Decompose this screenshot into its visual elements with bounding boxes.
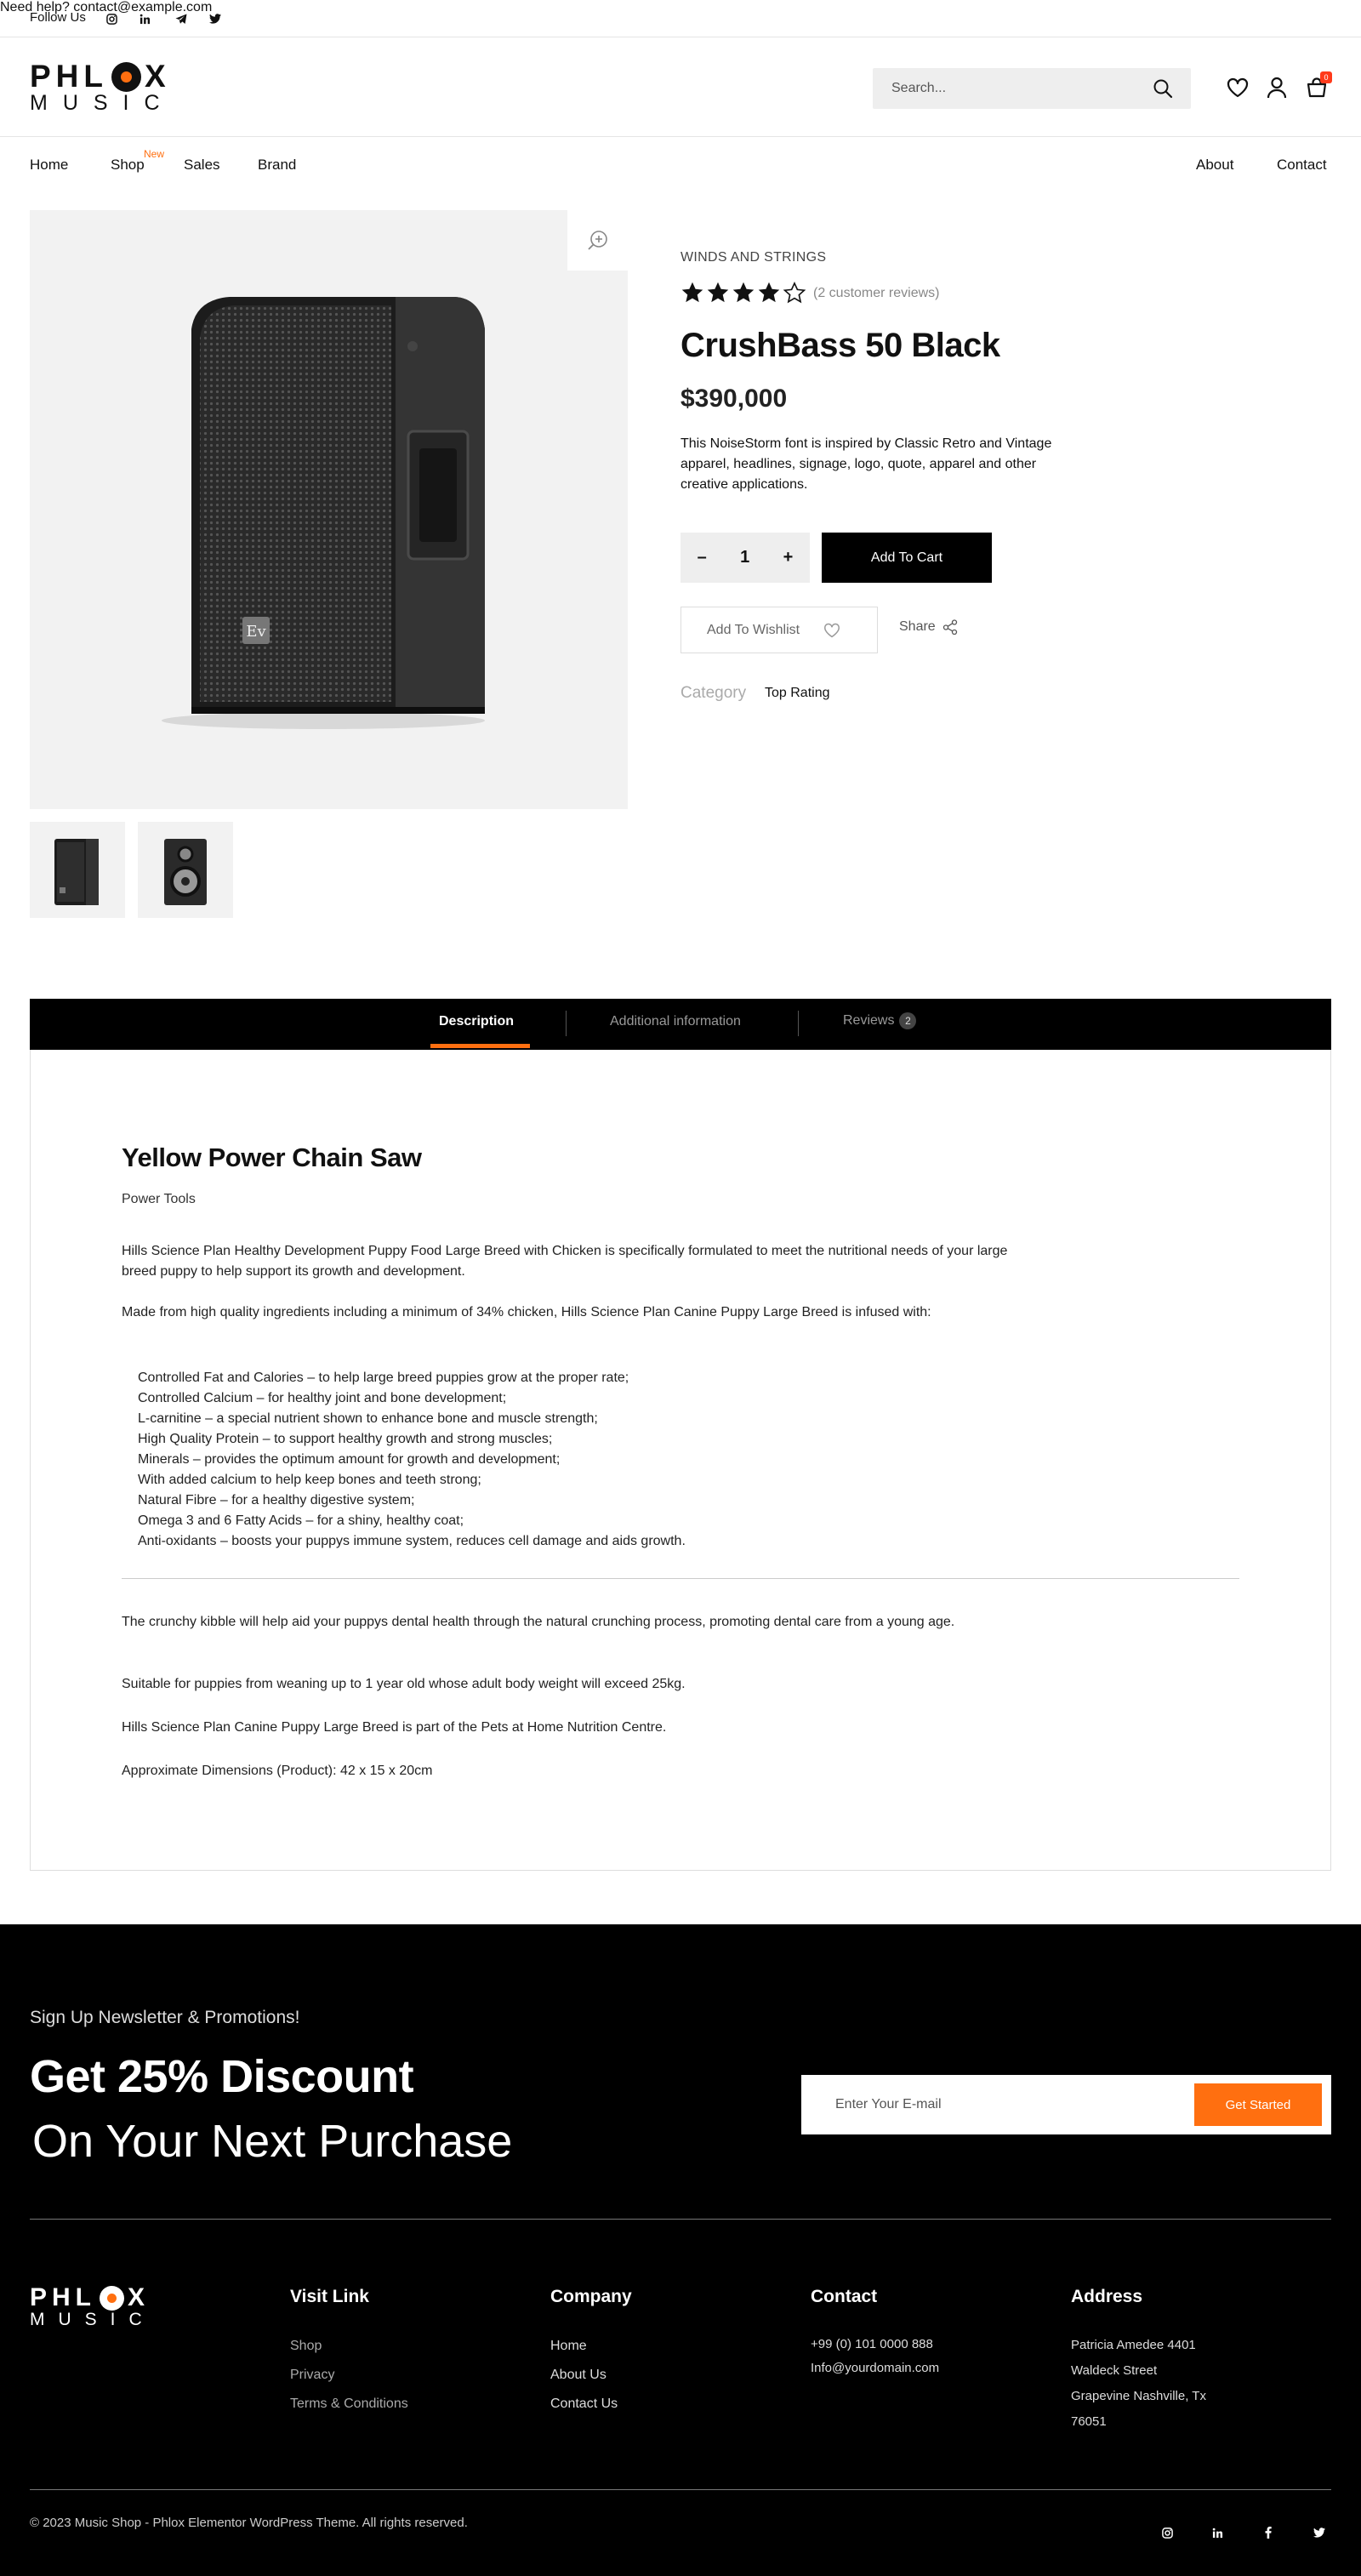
new-badge: New bbox=[144, 148, 165, 160]
nav-contact[interactable]: Contact bbox=[1277, 157, 1327, 173]
facebook-icon[interactable] bbox=[1261, 2525, 1276, 2540]
footer-company-heading: Company bbox=[550, 2287, 632, 2306]
list-item: Anti-oxidants – boosts your puppys immune system, reduces cell damage and aids growth. bbox=[138, 1534, 686, 1548]
footer-bottom-divider bbox=[30, 2489, 1331, 2490]
product-title: CrushBass 50 Black bbox=[680, 327, 1000, 364]
tab-divider bbox=[798, 1011, 799, 1036]
list-item: Natural Fibre – for a healthy digestive system; bbox=[138, 1493, 415, 1507]
footer-divider bbox=[30, 2219, 1331, 2220]
description-paragraph: Approximate Dimensions (Product): 42 x 15 x 20cm bbox=[122, 1764, 433, 1778]
list-item: Controlled Fat and Calories – to help large breed puppies grow at the proper rate; bbox=[138, 1371, 629, 1385]
description-title: Yellow Power Chain Saw bbox=[122, 1143, 422, 1172]
site-logo[interactable] bbox=[30, 61, 175, 114]
description-subtitle: Power Tools bbox=[122, 1192, 196, 1206]
qty-minus-button[interactable]: – bbox=[697, 548, 707, 567]
category-link[interactable]: Top Rating bbox=[765, 686, 830, 700]
footer-link-privacy[interactable]: Privacy bbox=[290, 2368, 335, 2382]
logo-text-bottom: MUSIC bbox=[30, 2310, 156, 2329]
tab-reviews-label: Reviews bbox=[843, 1013, 895, 1028]
description-paragraph: Made from high quality ingredients including a minimum of 34% chicken, Hills Science Plan Canine Puppy Large Breed is infused with: bbox=[122, 1305, 931, 1319]
footer-email[interactable]: Info@yourdomain.com bbox=[811, 2361, 940, 2375]
share-icon bbox=[942, 619, 958, 635]
cart-count-badge: 0 bbox=[1320, 71, 1332, 83]
discount-heading: Get 25% Discount bbox=[30, 2051, 414, 2102]
qty-plus-button[interactable]: + bbox=[783, 548, 794, 567]
product-main-image[interactable] bbox=[30, 210, 628, 809]
footer-phone[interactable]: +99 (0) 101 0000 888 bbox=[811, 2337, 933, 2351]
heart-outline-icon bbox=[823, 623, 840, 638]
star-empty-icon bbox=[783, 281, 806, 305]
logo-o-mark bbox=[100, 2286, 124, 2311]
star-filled-icon bbox=[732, 281, 755, 305]
nav-brand[interactable]: Brand bbox=[258, 157, 297, 173]
list-item: With added calcium to help keep bones and teeth strong; bbox=[138, 1473, 481, 1487]
get-started-button[interactable]: Get Started bbox=[1194, 2083, 1322, 2126]
description-divider bbox=[122, 1578, 1239, 1579]
address-line: Waldeck Street bbox=[1071, 2363, 1158, 2378]
qty-value[interactable]: 1 bbox=[740, 548, 750, 567]
address-line: 76051 bbox=[1071, 2414, 1107, 2429]
tab-description[interactable]: Description bbox=[439, 1014, 515, 1029]
reviews-count-badge: 2 bbox=[899, 1012, 916, 1029]
list-item: Omega 3 and 6 Fatty Acids – for a shiny, healthy coat; bbox=[138, 1513, 464, 1528]
footer-address-heading: Address bbox=[1071, 2287, 1143, 2306]
customer-reviews-link[interactable]: (2 customer reviews) bbox=[813, 286, 940, 300]
nav-sales[interactable]: Sales bbox=[184, 157, 220, 173]
heart-icon[interactable] bbox=[1225, 75, 1250, 100]
star-filled-icon bbox=[757, 281, 781, 305]
category-label: Category bbox=[680, 684, 747, 702]
footer-contact-heading: Contact bbox=[811, 2287, 878, 2306]
header-divider bbox=[0, 136, 1361, 137]
product-brand[interactable]: WINDS AND STRINGS bbox=[680, 250, 827, 265]
list-item: L-carnitine – a special nutrient shown to enhance bone and muscle strength; bbox=[138, 1411, 598, 1426]
copyright-text: © 2023 Music Shop - Phlox Elementor WordPress Theme. All rights reserved. bbox=[30, 2516, 468, 2530]
newsletter-label: Sign Up Newsletter & Promotions! bbox=[30, 2008, 300, 2027]
newsletter-email-input[interactable] bbox=[801, 2075, 1142, 2134]
linkedin-icon[interactable] bbox=[1210, 2525, 1225, 2540]
star-filled-icon bbox=[680, 281, 704, 305]
share-label: Share bbox=[899, 619, 936, 634]
feature-list bbox=[138, 1368, 686, 1552]
tab-reviews[interactable] bbox=[843, 1012, 916, 1029]
description-paragraph: Hills Science Plan Canine Puppy Large Breed is part of the Pets at Home Nutrition Centre. bbox=[122, 1720, 667, 1735]
logo-text-top-end: X bbox=[145, 59, 171, 94]
logo-o-mark bbox=[111, 62, 141, 92]
search-bar bbox=[873, 68, 1191, 109]
footer-link-about-us[interactable]: About Us bbox=[550, 2368, 606, 2382]
logo-text-bottom: MUSIC bbox=[30, 91, 175, 115]
footer-link-terms[interactable]: Terms & Conditions bbox=[290, 2396, 408, 2411]
footer-link-shop[interactable]: Shop bbox=[290, 2339, 322, 2353]
product-price: $390,000 bbox=[680, 385, 788, 413]
footer-link-home[interactable]: Home bbox=[550, 2339, 587, 2353]
zoom-button[interactable] bbox=[567, 210, 628, 271]
description-paragraph: Hills Science Plan Healthy Development Puppy Food Large Breed with Chicken is specifically formulated to meet the nutritional needs of your large breed puppy to help support its growth and development. bbox=[122, 1244, 1008, 1279]
product-short-description: This NoiseStorm font is inspired by Classic Retro and Vintage apparel, headlines, signage, logo, quote, apparel and other creative applications. bbox=[680, 436, 1052, 492]
list-item: Controlled Calcium – for healthy joint and bone development; bbox=[138, 1391, 507, 1405]
star-filled-icon bbox=[706, 281, 730, 305]
wishlist-label: Add To Wishlist bbox=[707, 622, 800, 637]
add-to-cart-button[interactable]: Add To Cart bbox=[822, 533, 992, 583]
nav-about[interactable]: About bbox=[1196, 157, 1234, 173]
speaker-image bbox=[30, 210, 628, 809]
zoom-in-icon bbox=[586, 229, 610, 253]
footer-visit-heading: Visit Link bbox=[290, 2287, 369, 2306]
twitter-icon[interactable] bbox=[1312, 2525, 1327, 2540]
tab-additional-information[interactable]: Additional information bbox=[610, 1014, 741, 1029]
footer-link-contact-us[interactable]: Contact Us bbox=[550, 2396, 618, 2411]
add-to-wishlist-button[interactable] bbox=[680, 607, 878, 653]
rating-stars bbox=[680, 281, 806, 305]
tab-divider bbox=[566, 1011, 567, 1036]
description-paragraph: The crunchy kibble will help aid your puppys dental health through the natural crunching process, promoting dental care from a young age. bbox=[122, 1615, 955, 1629]
address-line: Patricia Amedee 4401 bbox=[1071, 2338, 1196, 2352]
nav-shop[interactable]: Shop bbox=[111, 157, 145, 173]
list-item: Minerals – provides the optimum amount for growth and development; bbox=[138, 1452, 561, 1467]
thumbnail-2[interactable] bbox=[138, 822, 233, 918]
discount-subheading: On Your Next Purchase bbox=[32, 2116, 513, 2167]
follow-us-label: Follow Us bbox=[30, 10, 86, 25]
svg-text:Ev: Ev bbox=[246, 623, 266, 641]
logo-text-top: PHL bbox=[30, 2283, 96, 2311]
description-paragraph: Suitable for puppies from weaning up to 1 year old whose adult body weight will exceed 25kg. bbox=[122, 1677, 686, 1691]
thumbnail-1[interactable] bbox=[30, 822, 125, 918]
share-button[interactable] bbox=[899, 619, 958, 635]
nav-home[interactable]: Home bbox=[30, 157, 69, 173]
footer-logo[interactable] bbox=[30, 2285, 156, 2329]
active-tab-indicator bbox=[430, 1044, 530, 1048]
quantity-stepper bbox=[680, 533, 810, 583]
user-icon[interactable] bbox=[1264, 75, 1290, 100]
list-item: High Quality Protein – to support healthy growth and strong muscles; bbox=[138, 1432, 553, 1446]
logo-text-top: PHL bbox=[30, 59, 108, 94]
address-line: Grapevine Nashville, Tx bbox=[1071, 2389, 1206, 2403]
logo-text-top-end: X bbox=[128, 2283, 151, 2311]
help-contact-text[interactable]: Need help? contact@example.com bbox=[0, 0, 213, 14]
search-icon[interactable] bbox=[1150, 76, 1176, 101]
instagram-icon[interactable] bbox=[1159, 2525, 1175, 2540]
search-input[interactable] bbox=[873, 68, 1128, 109]
